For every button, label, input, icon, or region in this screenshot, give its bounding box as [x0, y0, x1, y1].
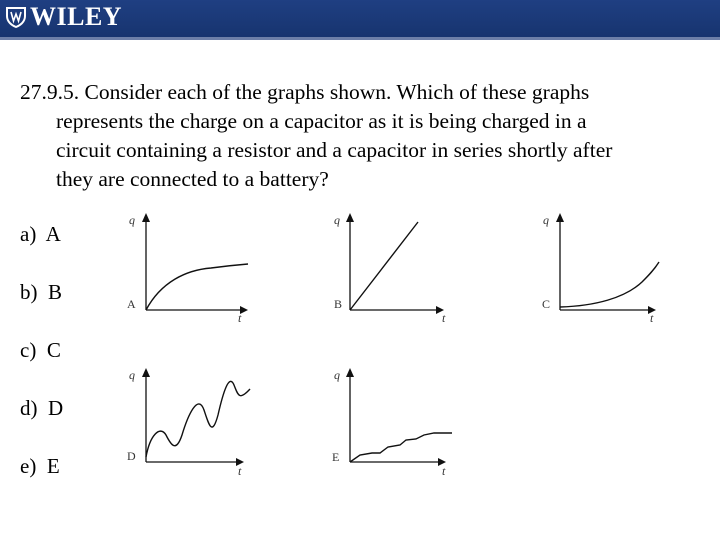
x-axis-label: t: [650, 311, 654, 325]
choice-b[interactable]: [20, 280, 62, 305]
graph-name: E: [332, 450, 340, 464]
brand-name: WILEY: [30, 2, 123, 31]
choice-text: A: [45, 222, 61, 246]
charge-curve: [350, 433, 452, 462]
graph-name: C: [542, 297, 551, 311]
graph-name: B: [334, 297, 343, 311]
choice-c[interactable]: [20, 338, 61, 363]
choice-label: a): [20, 222, 37, 246]
graph-d-plot: [126, 365, 256, 480]
graph-b-plot: [332, 210, 462, 325]
choice-e[interactable]: [20, 454, 60, 479]
charge-curve: [350, 222, 418, 310]
y-axis-arrow-icon: [346, 213, 354, 222]
graph-b: [332, 210, 462, 330]
choice-label: c): [20, 338, 37, 362]
choice-text: C: [46, 338, 61, 362]
graph-e: [332, 365, 462, 485]
graph-name: D: [127, 449, 136, 463]
header-bar: [0, 0, 720, 37]
wiley-logo: [4, 2, 122, 32]
x-axis-label: t: [442, 464, 446, 478]
graph-a: [126, 210, 256, 330]
y-axis-label: q: [334, 368, 340, 382]
choice-a[interactable]: [20, 222, 61, 247]
y-axis-arrow-icon: [556, 213, 564, 222]
y-axis-arrow-icon: [346, 368, 354, 377]
question-line-2: represents the charge on a capacitor as it is being charged in a: [56, 109, 587, 133]
choice-text: E: [46, 454, 60, 478]
charge-curve: [146, 381, 250, 457]
y-axis-label: q: [543, 213, 549, 227]
graph-e-plot: [332, 365, 462, 480]
charge-curve: [560, 262, 659, 307]
y-axis-label: q: [129, 213, 135, 227]
y-axis-arrow-icon: [142, 213, 150, 222]
choice-label: e): [20, 454, 37, 478]
x-axis-label: t: [238, 311, 242, 325]
choice-label: b): [20, 280, 38, 304]
question-line-1: Consider each of the graphs shown. Which of these graphs: [84, 80, 590, 104]
question-line-4: they are connected to a battery?: [56, 167, 329, 191]
question-text: [20, 78, 700, 194]
graph-d: [126, 365, 256, 485]
choice-d[interactable]: [20, 396, 63, 421]
y-axis-label: q: [129, 368, 135, 382]
wiley-shield-icon: [4, 5, 28, 29]
x-axis-label: t: [238, 464, 242, 478]
graph-c: [540, 210, 670, 330]
graph-c-plot: [540, 210, 670, 325]
question-number: 27.9.5.: [20, 80, 80, 104]
y-axis-label: q: [334, 213, 340, 227]
x-axis-label: t: [442, 311, 446, 325]
graph-name: A: [127, 297, 136, 311]
y-axis-arrow-icon: [142, 368, 150, 377]
question-line-3: circuit containing a resistor and a capacitor in series shortly after: [56, 138, 613, 162]
header-divider: [0, 37, 720, 40]
choice-text: B: [48, 280, 63, 304]
graph-a-plot: [126, 210, 256, 325]
charge-curve: [146, 264, 248, 310]
choice-label: d): [20, 396, 38, 420]
choice-text: D: [48, 396, 64, 420]
